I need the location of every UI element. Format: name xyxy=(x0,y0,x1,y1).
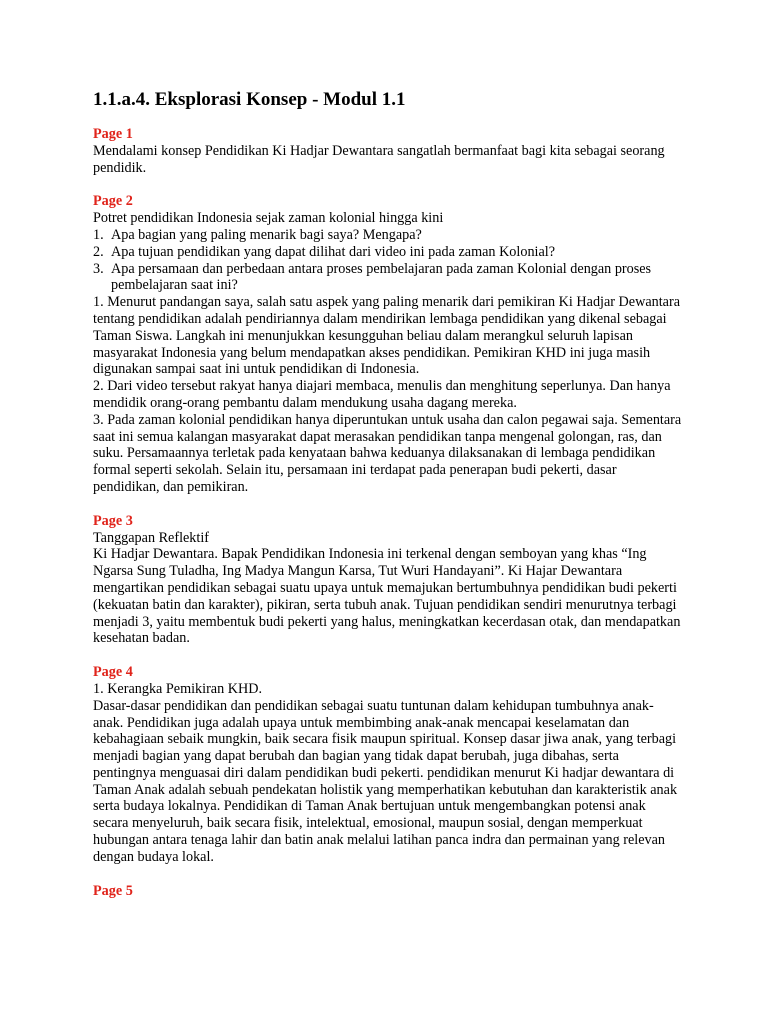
question-item xyxy=(93,261,683,295)
section-subtitle: 1. Kerangka Pemikiran KHD. xyxy=(93,680,263,697)
answer-paragraph: 3. Pada zaman kolonial pendidikan hanya diperuntukan untuk usaha dan calon pegawai saja. Sementara saat ini semua kalangan masyarakat dapat merasakan pendidikan tanpa mengenal golongan, ras, dan suku. Persamaannya terletak pada kenyataan bahwa keduanya dilaksanakan di lembaga pendidikan formal seperti sekolah. Selain itu, persamaan ini terdapat pada penerapan budi pekerti, dasar pendidikan, dan pemikiran. xyxy=(93,411,682,495)
section-paragraph: Mendalami konsep Pendidikan Ki Hadjar Dewantara sangatlah bermanfaat bagi kita sebagai seorang pendidik. xyxy=(93,142,665,176)
section-subtitle: Tanggapan Reflektif xyxy=(93,529,210,546)
document-page xyxy=(93,88,683,916)
document-title: 1.1.a.4. Eksplorasi Konsep - Modul 1.1 xyxy=(93,89,406,110)
answer-paragraph: 1. Menurut pandangan saya, salah satu aspek yang paling menarik dari pemikiran Ki Hadjar Dewantara tentang pendidikan adalah pendiriannya dalam mendirikan lembaga pendidikan yang dikenal sebagai Taman Siswa. Langkah ini menunjukkan kesungguhan beliau dalam merangkul seluruh lapisan masyarakat Indonesia yang belum mendapatkan akses pendidikan. Pemikiran KHD ini juga masih digunakan sampai saat ini untuk pendidikan di Indonesia. xyxy=(93,294,681,378)
section-intro: Potret pendidikan Indonesia sejak zaman kolonial hingga kini xyxy=(93,210,444,227)
section-paragraph: Dasar-dasar pendidikan dan pendidikan sebagai suatu tuntunan dalam kehidupan tumbuhnya anak-anak. Pendidikan juga adalah upaya untuk membimbing anak-anak mencapai keselamatan dan kebahagiaan sebaik mungkin, baik secara fisik maupun spiritual. Konsep dasar jiwa anak, yang terbagi menjadi bagian yang dapat berubah dan bagian yang tidak dapat berubah, juga dibahas, serta pentingnya menguasai diri dalam pendidikan budi pekerti. pendidikan menurut Ki hadjar dewantara di Taman Anak adalah sebuah pendekatan holistik yang memperhatikan kebutuhan dan karakteristik anak serta budaya lokalnya. Pendidikan di Taman Anak bertujuan untuk mengembangkan potensi anak secara menyeluruh, baik secara fisik, intelektual, emosional, maupun sosial, dengan memperkuat hubungan antara tenaga lahir dan batin anak melalui latihan panca indra dan permainan yang relevan dengan budaya lokal. xyxy=(93,697,678,865)
section-label: Page 3 xyxy=(93,512,133,529)
question-text: Apa tujuan pendidikan yang dapat dilihat dari video ini pada zaman Kolonial? xyxy=(111,243,556,260)
section-label: Page 5 xyxy=(93,882,133,899)
section-page-4 xyxy=(93,664,683,866)
section-label: Page 4 xyxy=(93,664,133,681)
question-list xyxy=(93,227,683,294)
section-label: Page 1 xyxy=(93,126,133,142)
question-text: Apa persamaan dan perbedaan antara proses pembelajaran pada zaman Kolonial dengan proses pembelajaran saat ini? xyxy=(111,260,652,294)
section-page-1 xyxy=(93,126,683,176)
section-page-5 xyxy=(93,883,683,900)
question-text: Apa bagian yang paling menarik bagi saya? Mengapa? xyxy=(111,226,422,243)
section-page-3 xyxy=(93,513,683,647)
section-paragraph: Ki Hadjar Dewantara. Bapak Pendidikan Indonesia ini terkenal dengan semboyan yang khas “Ing Ngarsa Sung Tuladha, Ing Madya Mangun Karsa, Tut Wuri Handayani”. Ki Hajar Dewantara mengartikan pendidikan sebagai suatu upaya untuk memajukan bertumbuhnya pendidikan budi pekerti (kekuatan batin dan karakter), pikiran, serta tubuh anak. Tujuan pendidikan sendiri menurutnya terbagi menjadi 3, yaitu membentuk budi pekerti yang halus, meningkatkan kecerdasan otak, dan mendapatkan kesehatan badan. xyxy=(93,546,681,647)
question-number: 2. xyxy=(93,243,104,260)
question-item xyxy=(93,227,683,244)
section-page-2 xyxy=(93,193,683,495)
section-label: Page 2 xyxy=(93,193,133,210)
question-number: 3. xyxy=(93,260,104,277)
question-item xyxy=(93,244,683,261)
answer-paragraph: 2. Dari video tersebut rakyat hanya diajari membaca, menulis dan menghitung seperlunya. Dan hanya mendidik orang-orang pembantu dalam mendukung usaha dagang mereka. xyxy=(93,378,671,411)
question-number: 1. xyxy=(93,226,104,243)
